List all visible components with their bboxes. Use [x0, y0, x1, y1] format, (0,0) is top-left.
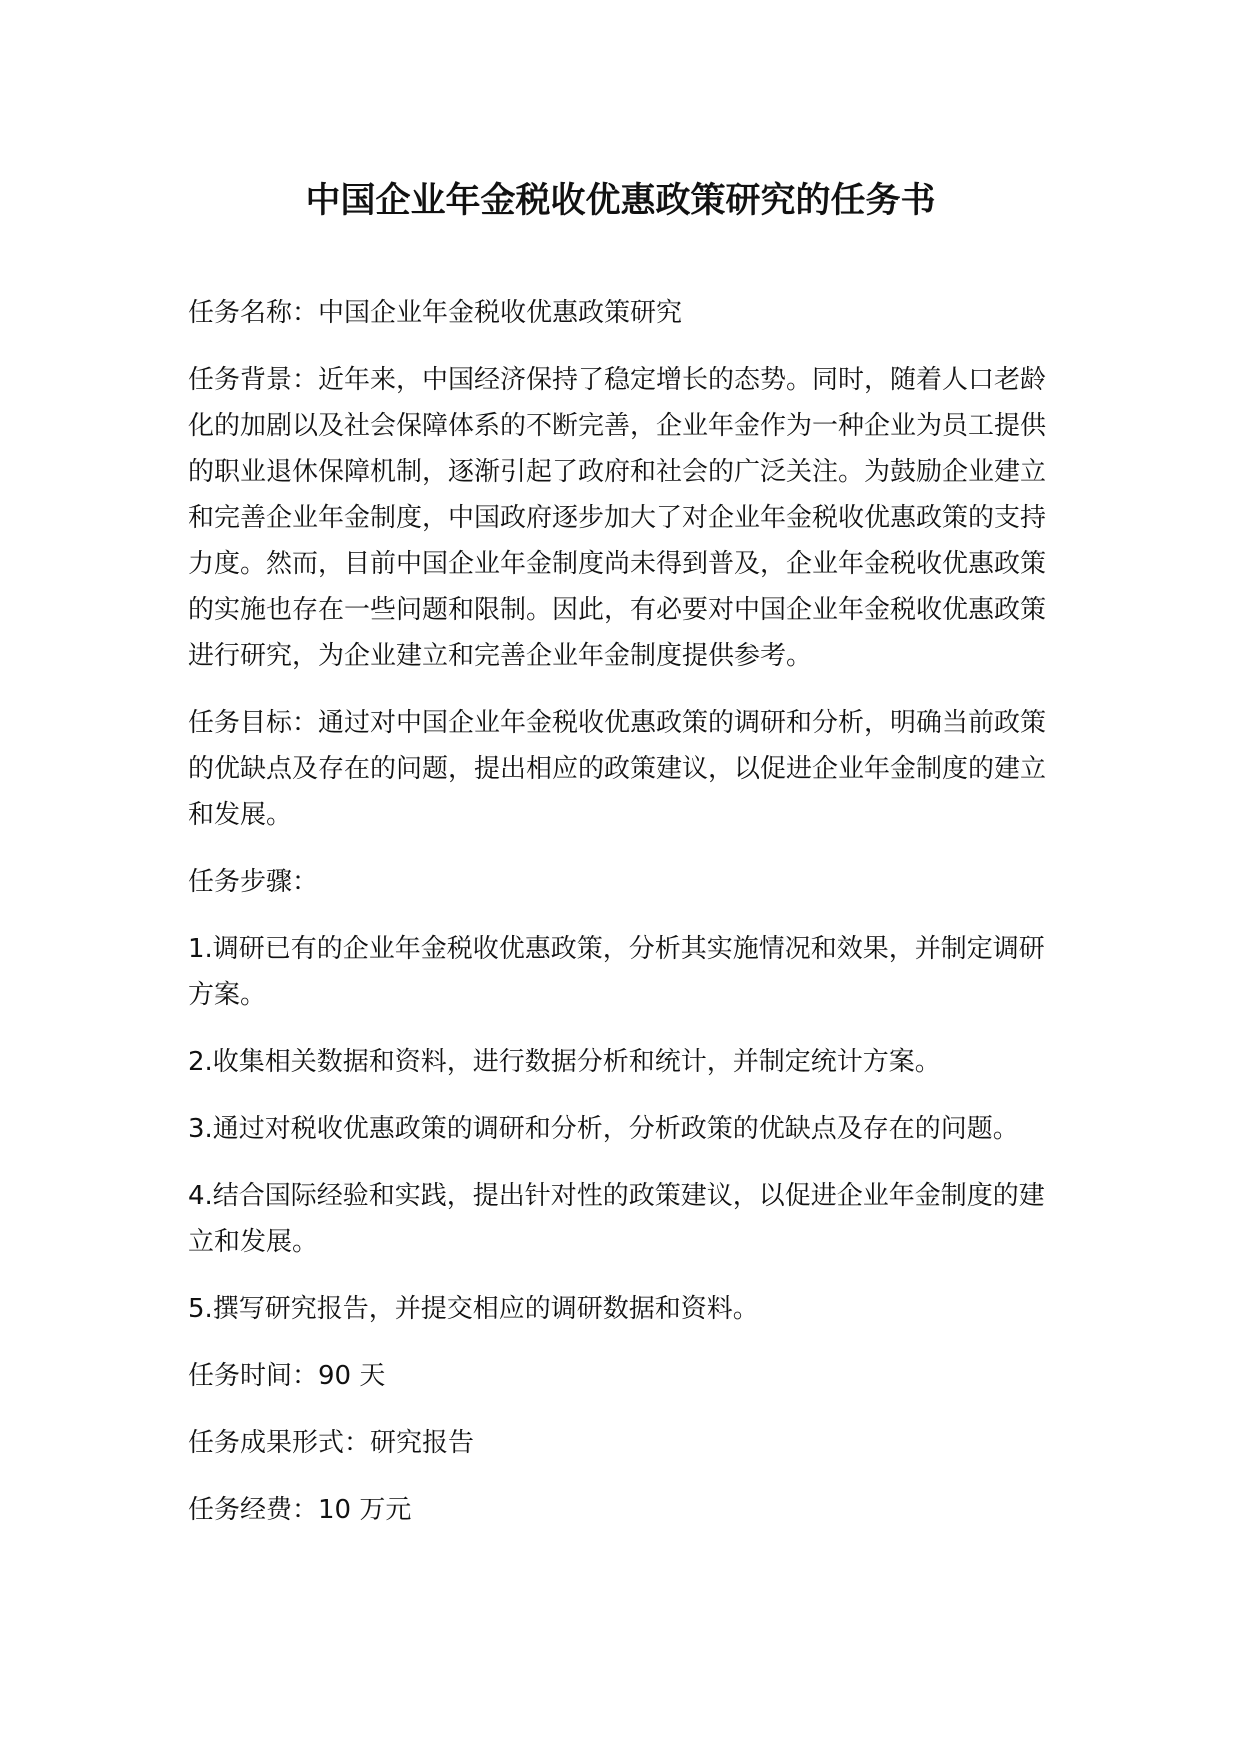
task-name-paragraph: 任务名称：中国企业年金税收优惠政策研究 [188, 298, 683, 328]
task-goal-paragraph: 任务目标：通过对中国企业年金税收优惠政策的调研和分析，明确当前政策的优缺点及存在的问题，提出相应的政策建议，以促进企业年金制度的建立和发展。 [188, 708, 1047, 830]
task-step-5: 5.撰写研究报告，并提交相应的调研数据和资料。 [188, 1294, 759, 1324]
task-time-paragraph: 任务时间：90 天 [188, 1361, 386, 1391]
task-background-paragraph: 任务背景：近年来，中国经济保持了稳定增长的态势。同时，随着人口老龄化的加剧以及社会保障体系的不断完善，企业年金作为一种企业为员工提供的职业退休保障机制，逐渐引起了政府和社会的广泛关注。为鼓励企业建立和完善企业年金制度，中国政府逐步加大了对企业年金税收优惠政策的支持力度。然而，目前中国企业年金制度尚未得到普及，企业年金税收优惠政策的实施也存在一些问题和限制。因此，有必要对中国企业年金税收优惠政策进行研究，为企业建立和完善企业年金制度提供参考。 [188, 365, 1047, 671]
task-step-3: 3.通过对税收优惠政策的调研和分析，分析政策的优缺点及存在的问题。 [188, 1114, 1019, 1144]
task-step-2: 2.收集相关数据和资料，进行数据分析和统计，并制定统计方案。 [188, 1047, 941, 1077]
task-budget-paragraph: 任务经费：10 万元 [188, 1495, 412, 1525]
document-title: 中国企业年金税收优惠政策研究的任务书 [305, 181, 936, 221]
task-steps-heading: 任务步骤： [188, 867, 319, 897]
task-step-4: 4.结合国际经验和实践，提出针对性的政策建议，以促进企业年金制度的建立和发展。 [188, 1181, 1045, 1257]
document-body [188, 290, 1068, 1554]
task-step-1: 1.调研已有的企业年金税收优惠政策，分析其实施情况和效果，并制定调研方案。 [188, 934, 1045, 1010]
task-output-paragraph: 任务成果形式：研究报告 [188, 1428, 475, 1458]
